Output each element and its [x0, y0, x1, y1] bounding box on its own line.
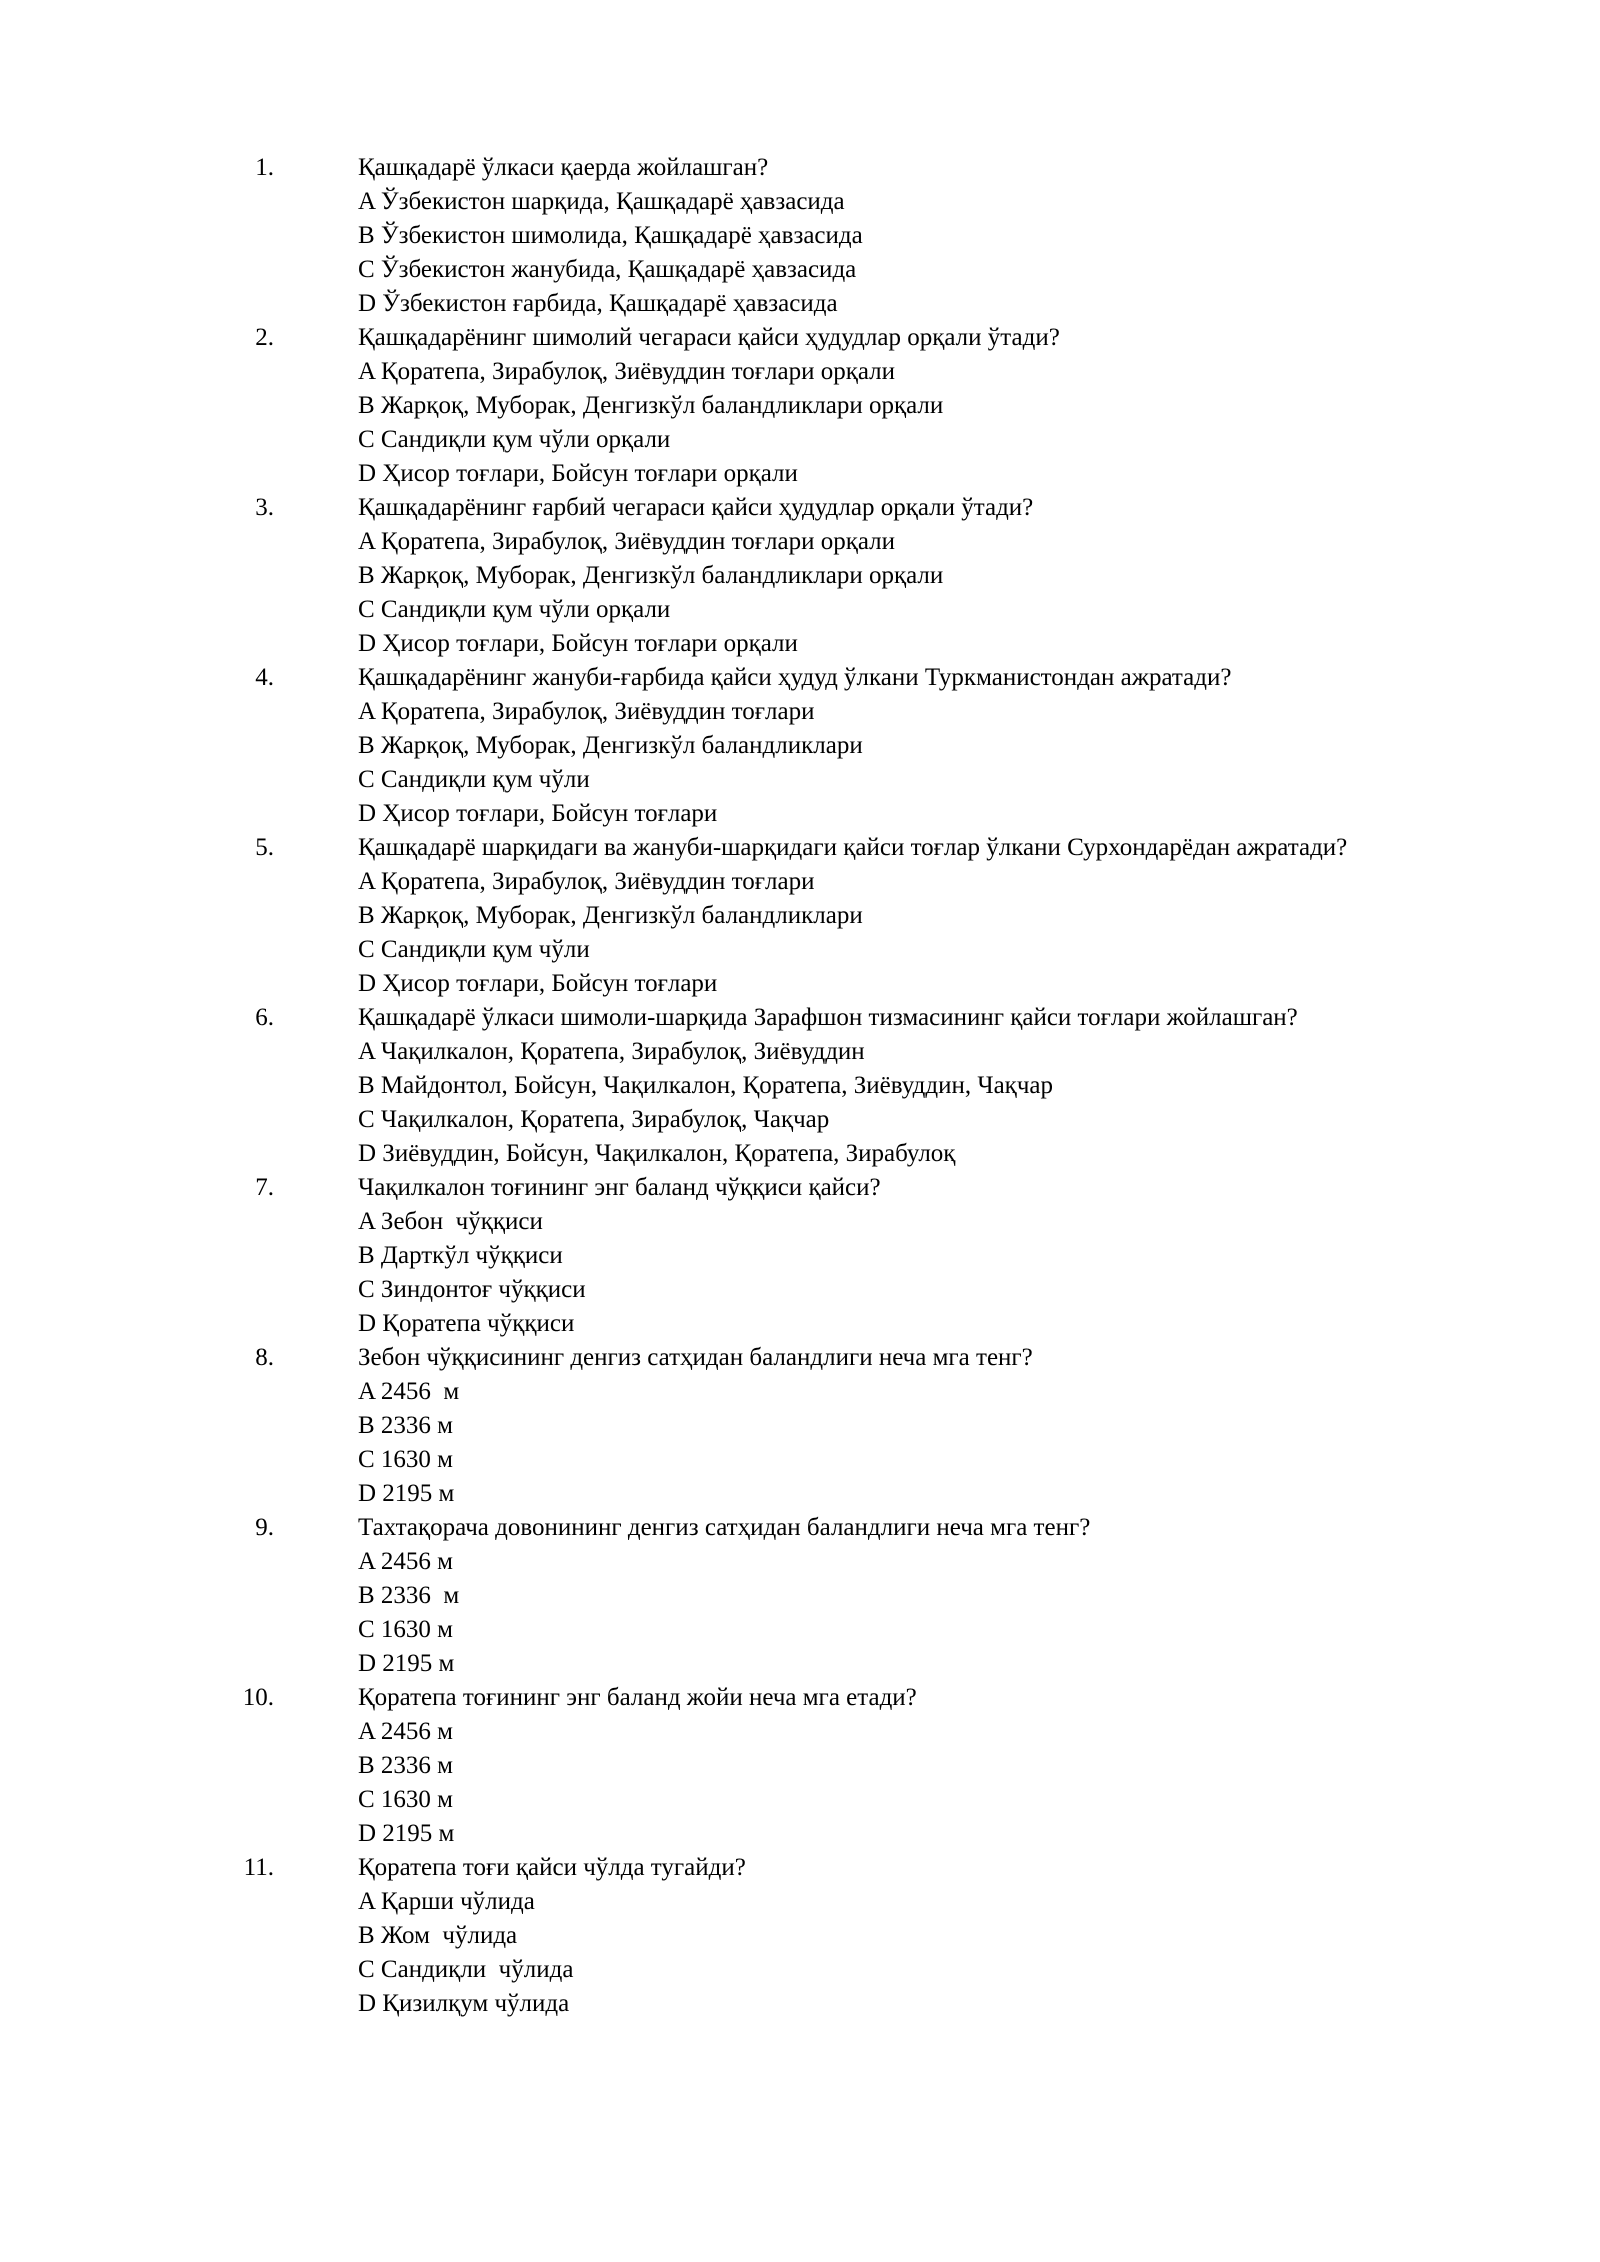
answer-option: B Жарқоқ, Муборак, Денгизкўл баландликлари	[358, 902, 863, 929]
question-body	[358, 151, 1454, 321]
answer-option: C Сандиқли қум чўли	[358, 936, 590, 963]
question-text: Зебон чўққисининг денгиз сатҳидан баландлиги неча мга тенг?	[358, 1344, 1033, 1371]
question-body	[358, 1511, 1454, 1681]
answer-option: A Қоратепа, Зирабулоқ, Зиёвуддин тоғлари	[358, 868, 815, 895]
answer-option: B Жом чўлида	[358, 1922, 518, 1949]
question-number: 2.	[255, 324, 274, 351]
answer-option: D Зиёвуддин, Бойсун, Чақилкалон, Қоратепа, Зирабулоқ	[358, 1140, 956, 1167]
question-number-column	[228, 1341, 358, 1511]
question-number: 3.	[255, 494, 274, 521]
question-item	[228, 1171, 1454, 1341]
answer-option: C Зиндонтоғ чўққиси	[358, 1276, 586, 1303]
answer-option: A Қоратепа, Зирабулоқ, Зиёвуддин тоғлари	[358, 698, 815, 725]
question-number: 9.	[255, 1514, 274, 1541]
answer-option: D 2195 м	[358, 1650, 455, 1677]
question-number: 10.	[242, 1684, 274, 1711]
answer-option: D 2195 м	[358, 1820, 455, 1847]
answer-option: C 1630 м	[358, 1446, 453, 1473]
answer-option: A Ўзбекистон шарқида, Қашқадарё ҳавзасида	[358, 188, 845, 215]
question-number-column	[228, 1171, 358, 1341]
answer-option: D Қизилқум чўлида	[358, 1990, 570, 2017]
question-body	[358, 1171, 1454, 1341]
question-item	[228, 321, 1454, 491]
answer-option: D Ўзбекистон ғарбида, Қашқадарё ҳавзасида	[358, 290, 838, 317]
question-body	[358, 1851, 1454, 2021]
question-item	[228, 1681, 1454, 1851]
question-body	[358, 1001, 1454, 1171]
question-item	[228, 831, 1454, 1001]
question-number: 6.	[255, 1004, 274, 1031]
answer-option: D 2195 м	[358, 1480, 455, 1507]
answer-option: B Майдонтол, Бойсун, Чақилкалон, Қоратепа, Зиёвуддин, Чақчар	[358, 1072, 1053, 1099]
answer-option: A 2456 м	[358, 1718, 453, 1745]
question-text: Чақилкалон тоғининг энг баланд чўққиси қайси?	[358, 1174, 881, 1201]
question-number-column	[228, 151, 358, 321]
question-text: Қашқадарё шарқидаги ва жануби-шарқидаги қайси тоғлар ўлкани Сурхондарёдан ажратади?	[358, 834, 1348, 861]
answer-option: C Ўзбекистон жанубида, Қашқадарё ҳавзасида	[358, 256, 857, 283]
answer-option: C Сандиқли қум чўли	[358, 766, 590, 793]
question-body	[358, 831, 1454, 1001]
answer-option: A 2456 м	[358, 1378, 460, 1405]
question-number: 11.	[243, 1854, 274, 1881]
answer-option: B Ўзбекистон шимолида, Қашқадарё ҳавзасида	[358, 222, 863, 249]
question-item	[228, 491, 1454, 661]
question-number: 1.	[255, 154, 274, 181]
question-number-column	[228, 1681, 358, 1851]
question-number-column	[228, 1511, 358, 1681]
question-number-column	[228, 491, 358, 661]
question-text: Қашқадарёнинг ғарбий чегараси қайси ҳудудлар орқали ўтади?	[358, 494, 1034, 521]
answer-option: B Жарқоқ, Муборак, Денгизкўл баландликлари орқали	[358, 562, 944, 589]
answer-option: C Чақилкалон, Қоратепа, Зирабулоқ, Чақчар	[358, 1106, 830, 1133]
answer-option: C Сандиқли қум чўли орқали	[358, 596, 671, 623]
question-item	[228, 661, 1454, 831]
question-number-column	[228, 1001, 358, 1171]
question-number-column	[228, 831, 358, 1001]
answer-option: B 2336 м	[358, 1752, 453, 1779]
answer-option: A Қоратепа, Зирабулоқ, Зиёвуддин тоғлари орқали	[358, 358, 896, 385]
answer-option: B 2336 м	[358, 1412, 453, 1439]
question-text: Тахтақорача довонининг денгиз сатҳидан баландлиги неча мга тенг?	[358, 1514, 1091, 1541]
question-body	[358, 321, 1454, 491]
question-text: Қашқадарёнинг шимолий чегараси қайси ҳудудлар орқали ўтади?	[358, 324, 1060, 351]
question-text: Қашқадарёнинг жануби-ғарбида қайси ҳудуд ўлкани Туркманистондан ажратади?	[358, 664, 1232, 691]
question-number: 4.	[255, 664, 274, 691]
answer-option: B Жарқоқ, Муборак, Денгизкўл баландликлари	[358, 732, 863, 759]
answer-option: B 2336 м	[358, 1582, 460, 1609]
answer-option: C Сандиқли чўлида	[358, 1956, 574, 1983]
question-item	[228, 1001, 1454, 1171]
answer-option: D Қоратепа чўққиси	[358, 1310, 575, 1337]
answer-option: D Ҳисор тоғлари, Бойсун тоғлари	[358, 970, 718, 997]
answer-option: A Қоратепа, Зирабулоқ, Зиёвуддин тоғлари орқали	[358, 528, 896, 555]
question-item	[228, 1851, 1454, 2021]
answer-option: A Чақилкалон, Қоратепа, Зирабулоқ, Зиёвуддин	[358, 1038, 865, 1065]
question-number: 5.	[255, 834, 274, 861]
question-number-column	[228, 1851, 358, 2021]
question-body	[358, 1341, 1454, 1511]
answer-option: D Ҳисор тоғлари, Бойсун тоғлари	[358, 800, 718, 827]
question-text: Қоратепа тоғи қайси чўлда тугайди?	[358, 1854, 746, 1881]
question-body	[358, 661, 1454, 831]
answer-option: D Ҳисор тоғлари, Бойсун тоғлари орқали	[358, 460, 798, 487]
answer-option: A Қарши чўлида	[358, 1888, 535, 1915]
question-body	[358, 491, 1454, 661]
question-list	[228, 151, 1454, 2021]
answer-option: C Сандиқли қум чўли орқали	[358, 426, 671, 453]
question-number-column	[228, 661, 358, 831]
question-body	[358, 1681, 1454, 1851]
answer-option: A 2456 м	[358, 1548, 453, 1575]
question-item	[228, 151, 1454, 321]
answer-option: C 1630 м	[358, 1786, 453, 1813]
question-item	[228, 1511, 1454, 1681]
question-number: 7.	[255, 1174, 274, 1201]
question-number-column	[228, 321, 358, 491]
answer-option: C 1630 м	[358, 1616, 453, 1643]
answer-option: D Ҳисор тоғлари, Бойсун тоғлари орқали	[358, 630, 798, 657]
answer-option: A Зебон чўққиси	[358, 1208, 543, 1235]
question-number: 8.	[255, 1344, 274, 1371]
question-text: Қашқадарё ўлкаси қаерда жойлашган?	[358, 154, 769, 181]
answer-option: B Жарқоқ, Муборак, Денгизкўл баландликлари орқали	[358, 392, 944, 419]
answer-option: B Дарткўл чўққиси	[358, 1242, 563, 1269]
question-text: Қашқадарё ўлкаси шимоли-шарқида Зарафшон тизмасининг қайси тоғлари жойлашган?	[358, 1004, 1298, 1031]
question-text: Қоратепа тоғининг энг баланд жойи неча мга етади?	[358, 1684, 917, 1711]
question-item	[228, 1341, 1454, 1511]
